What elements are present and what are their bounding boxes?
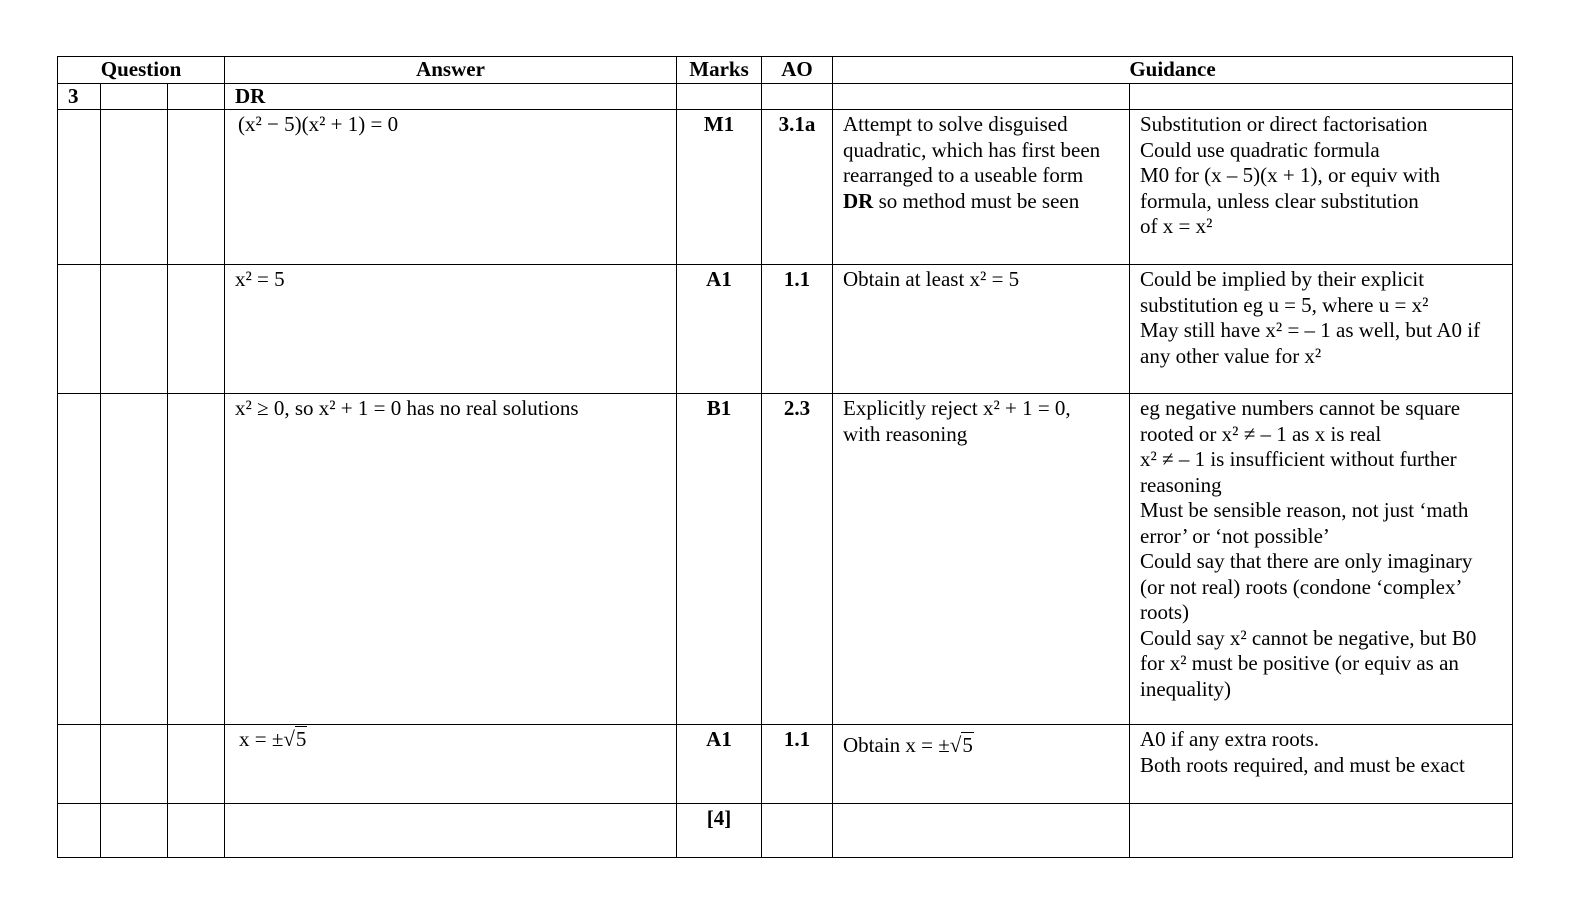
- ao-cell: 3.1a: [762, 110, 833, 265]
- total-marks: [4]: [677, 804, 762, 858]
- guidance-line: quadratic, which has first been: [843, 137, 1101, 162]
- guidance-line: rooted or x² ≠ – 1 as x is real: [1140, 421, 1382, 446]
- guidance-line: M0 for (x – 5)(x + 1), or equiv with: [1140, 163, 1440, 187]
- header-question: Question: [58, 57, 225, 84]
- header-ao: AO: [762, 57, 833, 84]
- guidance-line: Explicitly reject x² + 1 = 0,: [843, 396, 1071, 420]
- mark-cell: A1: [677, 265, 762, 394]
- guidance-line: of x = x²: [1140, 214, 1213, 238]
- guidance-line: formula, unless clear substitution: [1140, 188, 1419, 213]
- mark-cell: M1: [677, 110, 762, 265]
- guidance-line: A0 if any extra roots.: [1140, 727, 1320, 751]
- square-root: √5: [949, 733, 973, 757]
- guidance-line: DR so method must be seen: [843, 188, 1080, 213]
- guidance-extra-cell: [1130, 110, 1513, 265]
- question-number: 3: [58, 83, 101, 110]
- guidance-line: Could say that there are only imaginary: [1140, 549, 1473, 573]
- guidance-line: Obtain at least x² = 5: [843, 267, 1020, 291]
- guidance-line: eg negative numbers cannot be square: [1140, 396, 1461, 420]
- mark-cell: B1: [677, 394, 762, 725]
- guidance-line: rearranged to a useable form: [843, 163, 1084, 187]
- ao-cell: 1.1: [762, 725, 833, 804]
- guidance-line: Could say x² cannot be negative, but B0: [1140, 625, 1477, 650]
- answer-cell: x² = 5: [225, 265, 677, 394]
- dr-label: DR: [225, 83, 677, 110]
- guidance-line: Both roots required, and must be exact: [1140, 752, 1465, 777]
- mark-cell: A1: [677, 725, 762, 804]
- square-root: √5: [283, 727, 307, 751]
- answer-text: (x² − 5)(x² + 1) = 0: [238, 112, 399, 136]
- guidance-line: May still have x² = – 1 as well, but A0 if: [1140, 318, 1481, 342]
- guidance-line: with reasoning: [843, 421, 968, 446]
- guidance-main-cell: [833, 394, 1130, 725]
- question-row: [58, 83, 1513, 110]
- guidance-line: (or not real) roots (condone ‘complex’: [1140, 574, 1463, 599]
- guidance-line: roots): [1140, 600, 1189, 624]
- table-row: [58, 394, 1513, 725]
- guidance-line: for x² must be positive (or equiv as an: [1140, 651, 1459, 675]
- table-row: [58, 110, 1513, 265]
- guidance-extra-cell: [1130, 265, 1513, 394]
- table-row: [58, 725, 1513, 804]
- ao-cell: 1.1: [762, 265, 833, 394]
- header-row: [58, 57, 1513, 84]
- guidance-extra-cell: [1130, 394, 1513, 725]
- guidance-line: x² ≠ – 1 is insufficient without further: [1140, 447, 1457, 471]
- answer-cell: x² ≥ 0, so x² + 1 = 0 has no real solutions: [225, 394, 677, 725]
- guidance-line: Could be implied by their explicit: [1140, 267, 1425, 291]
- guidance-extra-cell: [1130, 725, 1513, 804]
- answer-cell: x = ±√5: [225, 725, 677, 804]
- dr-inline-label: DR: [843, 188, 874, 213]
- guidance-line: any other value for x²: [1140, 343, 1322, 368]
- guidance-line: Must be sensible reason, not just ‘math: [1140, 498, 1469, 522]
- guidance-line: substitution eg u = 5, where u = x²: [1140, 292, 1429, 317]
- answer-cell: [225, 110, 677, 265]
- guidance-main-cell: [833, 110, 1130, 265]
- guidance-line: Substitution or direct factorisation: [1140, 112, 1428, 136]
- total-row: [58, 804, 1513, 858]
- ao-cell: 2.3: [762, 394, 833, 725]
- header-answer: Answer: [225, 57, 677, 84]
- header-guidance: Guidance: [833, 57, 1513, 84]
- guidance-line: Attempt to solve disguised: [843, 112, 1068, 136]
- guidance-main-cell: Obtain x = ±√5: [833, 725, 1130, 804]
- guidance-main-cell: [833, 265, 1130, 394]
- guidance-line: error’ or ‘not possible’: [1140, 523, 1330, 548]
- guidance-line: reasoning: [1140, 472, 1222, 497]
- table-row: [58, 265, 1513, 394]
- guidance-line: Could use quadratic formula: [1140, 137, 1380, 162]
- header-marks: Marks: [677, 57, 762, 84]
- guidance-line: inequality): [1140, 676, 1231, 701]
- mark-scheme-table: [57, 56, 1513, 858]
